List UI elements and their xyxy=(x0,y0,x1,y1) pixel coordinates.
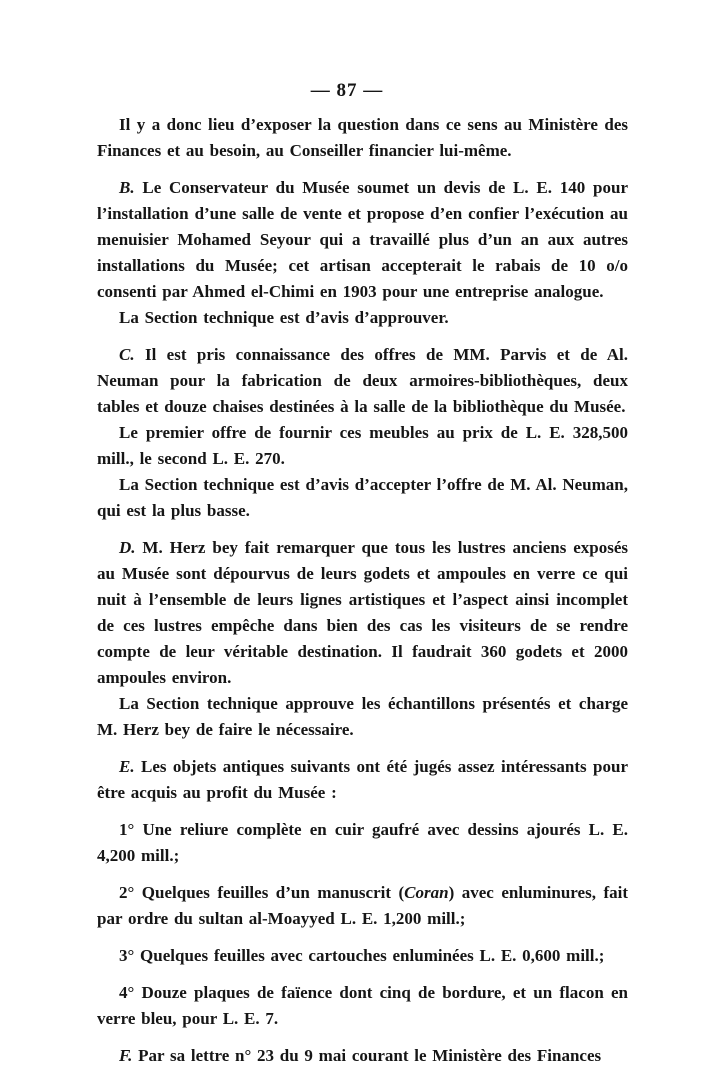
paragraph xyxy=(97,880,628,932)
paragraph xyxy=(97,943,628,969)
text-block xyxy=(97,112,628,1069)
text-segment: 4° Douze plaques de faïence dont cinq de bordure, et un flacon en verre bleu, pour L. E. 7. xyxy=(97,983,628,1028)
paragraph xyxy=(97,980,628,1032)
paragraph xyxy=(97,754,628,806)
paragraph xyxy=(97,472,628,524)
paragraph xyxy=(97,817,628,869)
italic-text-segment: C. xyxy=(119,345,135,364)
text-segment: Le Conservateur du Musée soumet un devis de L. E. 140 pour l’installation d’une salle de vente et propose d’en confier l’exécution au menuisier Mohamed Seyour qui a travaillé plus d’un an aux autres installations du Musée; cet artisan accepterait le rabais de 10 o/o consenti par Ahmed el-Chimi en 1903 pour une entreprise analogue. xyxy=(97,178,628,301)
paragraph xyxy=(97,535,628,691)
italic-text-segment: E. xyxy=(119,757,135,776)
text-segment: Le premier offre de fournir ces meubles au prix de L. E. 328,500 mill., le second L. E. 270. xyxy=(97,423,628,468)
text-segment: La Section technique est d’avis d’approuver. xyxy=(119,308,449,327)
text-segment: 2° Quelques feuilles d’un manuscrit ( xyxy=(119,883,405,902)
page-number: — 87 — xyxy=(310,80,384,101)
italic-text-segment: B. xyxy=(119,178,135,197)
paragraph xyxy=(97,342,628,420)
italic-text-segment: D. xyxy=(119,538,136,557)
text-segment: La Section technique est d’avis d’accepter l’offre de M. Al. Neuman, qui est la plus basse. xyxy=(97,475,628,520)
text-segment: La Section technique approuve les échantillons présentés et charge M. Herz bey de faire le nécessaire. xyxy=(97,694,628,739)
text-segment: 3° Quelques feuilles avec cartouches enluminées L. E. 0,600 mill.; xyxy=(119,946,605,965)
text-segment: Les objets antiques suivants ont été jugés assez intéressants pour être acquis au profit du Musée : xyxy=(97,757,628,802)
paragraph xyxy=(97,1043,628,1069)
italic-text-segment: F. xyxy=(119,1046,133,1065)
text-segment: Il y a donc lieu d’exposer la question dans ce sens au Ministère des Finances et au besoin, au Conseiller financier lui-même. xyxy=(97,115,628,160)
italic-text-segment: Coran xyxy=(404,883,449,902)
text-segment: Par sa lettre n° 23 du 9 mai courant le Ministère des Finances xyxy=(132,1046,602,1065)
paragraph xyxy=(97,112,628,164)
paragraph xyxy=(97,691,628,743)
text-segment: ) avec enluminures, fait par ordre du sultan al-Moayyed L. E. 1,200 mill.; xyxy=(97,883,628,928)
text-segment: M. Herz bey fait remarquer que tous les lustres anciens exposés au Musée sont dépourvus de leurs godets et ampoules en verre ce qui nuit à l’ensemble de leurs lignes artistiques et l’aspect ainsi incomplet de ces lustres empêche dans bien des cas les visiteurs de se rendre compte de leur véritable destination. Il faudrait 360 godets et 2000 ampoules environ. xyxy=(97,538,628,687)
text-segment: Il est pris connaissance des offres de MM. Parvis et de Al. Neuman pour la fabrication de deux armoires-bibliothèques, deux tables et douze chaises destinées à la salle de la bibliothèque du Musée. xyxy=(97,345,628,416)
text-segment: 1° Une reliure complète en cuir gaufré avec dessins ajourés L. E. 4,200 mill.; xyxy=(97,820,628,865)
paragraph xyxy=(97,175,628,305)
paragraph xyxy=(97,420,628,472)
paragraph xyxy=(97,305,628,331)
